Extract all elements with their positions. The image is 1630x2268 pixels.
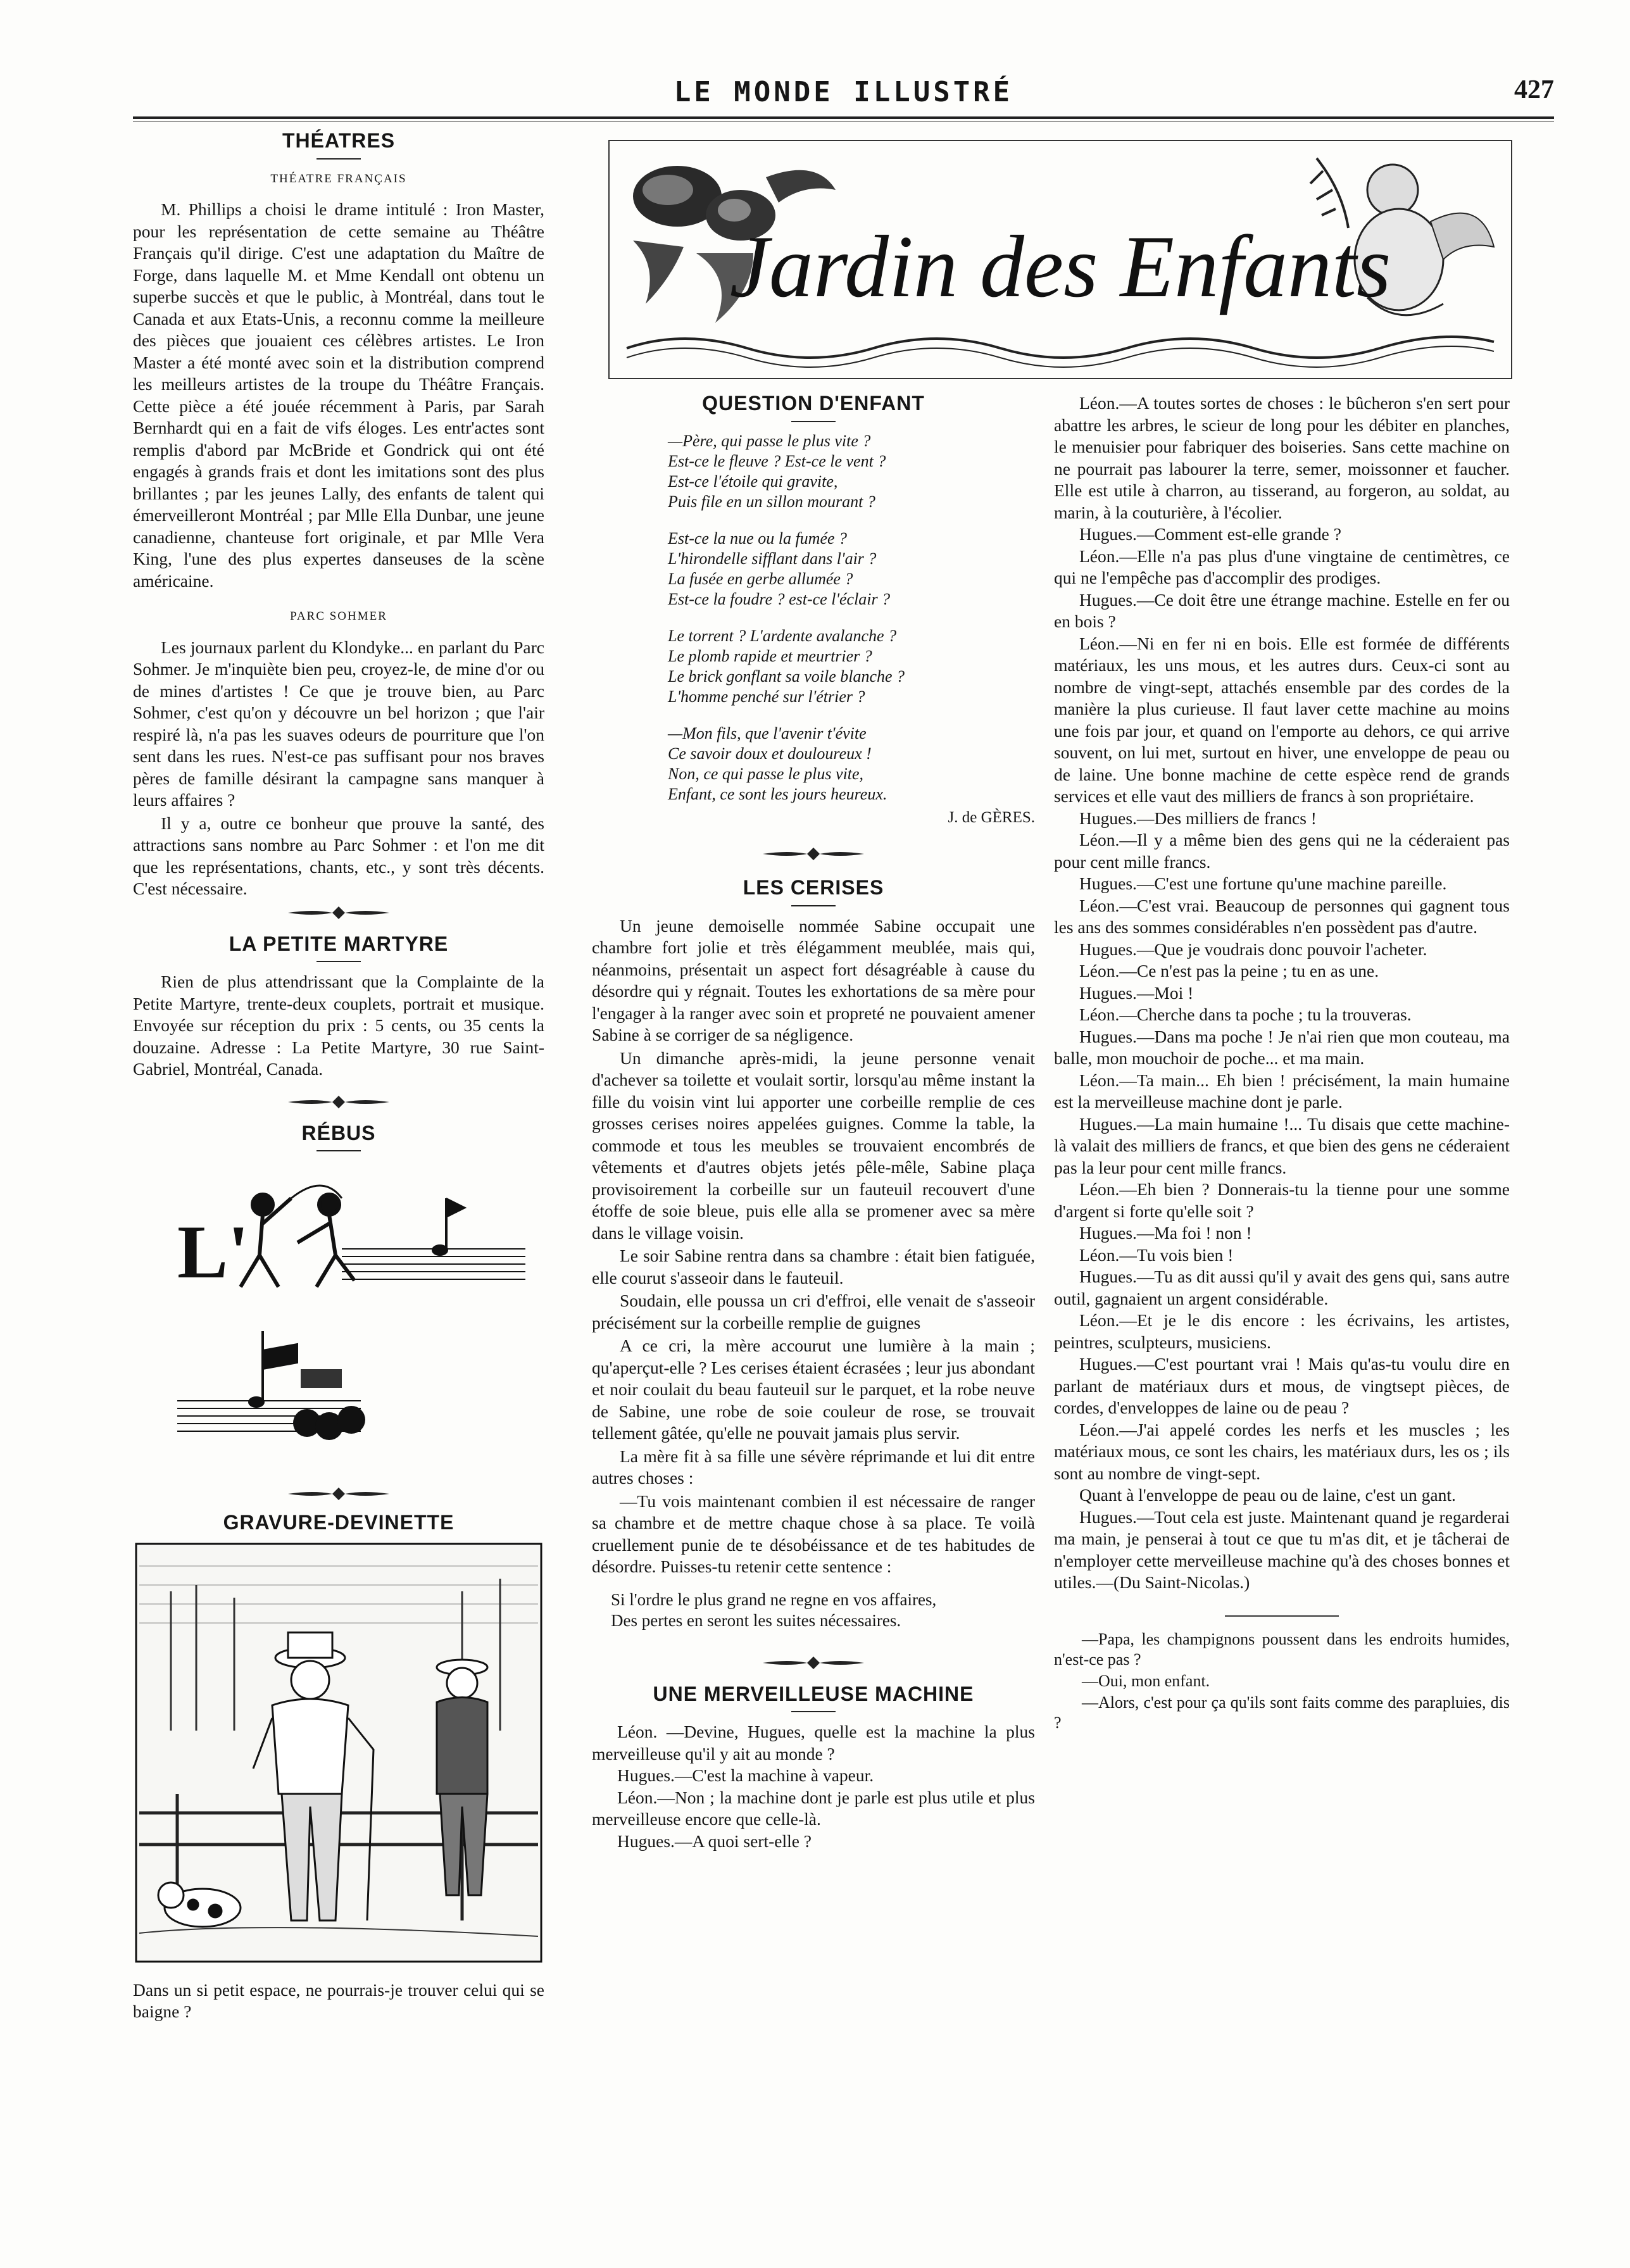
question-heading: QUESTION D'ENFANT [702, 392, 925, 415]
cerises-paragraph: Un dimanche après-midi, la jeune personne venait d'achever sa toilette et voulait sortir, lorsqu'au même instant la fille du voisin vint lui apporter une corbeille remplie de ces grosses cerises noires appelées guignes. Comme la table, la commode et tous les meubles se trouvaient encombrés de vêtements et d'autres objets jetés pêle-mêle, Sabine plaça provisoirement la corbeille sur un fauteuil recouvert d'une étoffe de soie bleue, puis elle alla se promener avec sa mère dans le village voisin. [592, 1048, 1035, 1243]
cerises-heading: LES CERISES [743, 876, 884, 899]
theatres-paragraph: M. Phillips a choisi le drame intitulé : Iron Master, pour les représentation de cette semaine au Théâtre Français qu'il dirige. C'est une adaptation du Maître de Forge, dans laquelle M. et Mme Kendall ont obtenu un superbe succès et que le public, à Montréal, dans tout le Canada et aux Etats-Unis, a reconnu comme la meilleure des pièces que jouaient ces célèbres artistes. Le Iron Master a été monté avec soin et la distribution comprend les meilleurs artistes de la troupe du Théâtre Français. Cette pièce a été jouée récemment à Paris, par Sarah Bernhardt qui en a fait de vifs éloges. Les entr'actes sont remplis d'abord par McBride et Gondrick qui ont été engagés à grands frais et dont les imitations sont des plus brillantes ; par les jeunes Lally, des enfants de talent qui émerveilleront Montréal ; par Mlle Ella Dunbar, une jeune canadienne, chanteuse fort originale, et par Mlle Vera King, l'une des plus expertes danseuses de la scène américaine. [133, 199, 544, 591]
poem-stanza: Le torrent ? L'ardente avalanche ? Le plomb rapide et meurtrier ? Le brick gonflant sa voile blanche ? L'homme penché sur l'étrier ? [668, 626, 905, 706]
fencers-icon [241, 1186, 354, 1287]
cherries-icon [293, 1369, 365, 1440]
section-rule [317, 1150, 361, 1151]
cerises-paragraph: Soudain, elle poussa un cri d'effroi, elle venait de s'asseoir précisément sur la corbeille remplie de guignes [592, 1291, 1035, 1332]
cerises-paragraph: La mère fit à sa fille une sévère réprimande et lui dit entre autres choses : [592, 1446, 1035, 1488]
cerises-paragraph: Un jeune demoiselle nommée Sabine occupait une chambre fort jolie et très élégamment meublée, mais qui, néanmoins, présentait un aspect fort désagréable à cause du désordre qui y régnait. Toutes les exhortations de sa mère pour l'engager à la ranger avec soin et propreté ne pouvaient amener Sabine à se corriger de sa négligence. [592, 915, 1035, 1044]
gravure-heading: GRAVURE-DEVINETTE [223, 1510, 455, 1534]
martyre-paragraph: Rien de plus attendrissant que la Complainte de la Petite Martyre, trente-deux couplets, portrait et musique. Envoyée sur réception du prix : 5 cents, ou 35 cents la douzaine. Adresse : La Petite Martyre, 30 rue Saint-Gabriel, Montréal, Canada. [133, 972, 544, 1079]
page-number: 427 [1514, 75, 1554, 104]
divider-ornament [763, 843, 864, 865]
poem-signature: J. de GÈRES. [948, 808, 1035, 826]
gravure-caption: Dans un si petit espace, ne pourrais-je trouver celui qui se baigne ? [133, 1979, 544, 2021]
masthead [133, 70, 1554, 120]
rebus-illustration [133, 1160, 544, 1477]
cerises-maxim: Si l'ordre le plus grand ne regne en vos affaires, Des pertes en seront les suites nécessaires. [611, 1589, 937, 1630]
section-rule [791, 421, 836, 422]
header-rule [133, 116, 1554, 119]
cerises-paragraph: A ce cri, la mère accourut une lumière à la main ; qu'aperçut-elle ? Les cerises étaient écrasées ; leur jus abondant et noir coulait du beau fauteuil sur le parquet, et la robe neuve de Sabine, une robe de soie couleur de rose, se trouvait tellement gâtée, qu'elle ne pouvait jamais plus servir. [592, 1336, 1035, 1443]
banner-title: Jardin des Enfants [729, 218, 1391, 316]
divider-ornament [288, 901, 389, 924]
joke-dialog: —Papa, les champignons poussent dans les endroits humides, n'est-ce pas ? —Oui, mon enfant. —Alors, c'est pour ça qu'ils sont faits comme des parapluies, dis ? [1054, 1629, 1510, 1732]
poem-stanza: Est-ce la nue ou la fumée ? L'hirondelle sifflant dans l'air ? La fusée en gerbe allumée ? Est-ce la foudre ? est-ce l'éclair ? [668, 529, 891, 608]
machine-dialog-start: Léon. —Devine, Hugues, quelle est la machine la plus merveilleuse qu'il y ait au monde ? Hugues.—C'est la machine à vapeur. Léon.—Non ; la machine dont je parle est plus utile et plus merveilleuse encore que celle-là. Hugues.—A quoi sert-elle ? [592, 1722, 1035, 1851]
section-rule [791, 1711, 836, 1712]
rebus-letter: L' [177, 1210, 249, 1294]
parc-sohmer-subheading: PARC SOHMER [290, 610, 387, 623]
jardin-banner [608, 139, 1513, 380]
sohmer-paragraph: Les journaux parlent du Klondyke... en parlant du Parc Sohmer. Je m'inquiète bien peu, croyez-le, de mine d'or ou de mines d'artistes ! Ce que je trouve bien, au Parc Sohmer, c'est qu'on y découvre un bel horizon ; que l'air respiré là, n'a pas les suaves odeurs de pourriture que l'on sent dans les rues. N'est-ce pas suffisant pour nos braves pères de famille désirant la campagne sans manquer à leurs affaires ? [133, 637, 544, 810]
engraving-illustration [133, 1541, 544, 1965]
divider-ornament [288, 1482, 389, 1505]
theatre-francais-subheading: THÉATRE FRANÇAIS [270, 172, 407, 185]
martyre-heading: LA PETITE MARTYRE [229, 932, 449, 955]
section-rule [317, 961, 361, 962]
sohmer-paragraph: Il y a, outre ce bonheur que prouve la santé, des attractions sans nombre au Parc Sohmer : et l'on me dit que les représentations, chants, etc., y sont très décents. C'est nécessaire. [133, 813, 544, 898]
poem-stanza: —Mon fils, que l'avenir t'évite Ce savoir doux et douloureux ! Non, ce qui passe le plus vite, Enfant, ce sont les jours heureux. [668, 724, 887, 803]
column-left [133, 130, 544, 2024]
section-rule [791, 905, 836, 906]
cerises-paragraph: —Tu vois maintenant combien il est nécessaire de ranger sa chambre et de mettre chaque chose à sa place. Te voilà cruellement punie de te désobéissance et de tes habitudes de désordre. Puisses-tu retenir cette sentence : [592, 1491, 1035, 1576]
cerises-paragraph: Le soir Sabine rentra dans sa chambre : était bien fatiguée, elle courut s'asseoir dans le fauteuil. [592, 1246, 1035, 1287]
machine-dialog-continued: Léon.—A toutes sortes de choses : le bûcheron s'en sert pour abattre les arbres, le scieur de long pour les débiter en planches, le menuisier pour fabriquer des boiseries. Sans cette machine on ne pourrait pas labourer la terre, semer, moissonner et faucher. Elle est utile à charron, au tisserand, au forgeron, au soldat, au marin, à la couturière, à l'écolier. Hugues.—Comment est-elle grande ? Léon.—Elle n'a pas plus d'une vingtaine de centimètres, ce qui ne l'empêche pas d'accomplir des prodiges. Hugues.—Ce doit être une étrange machine. Estelle en fer ou en bois ? Léon.—Ni en fer ni en bois. Elle est formée de différents matériaux, les uns mous, et les autres durs. Ceux-ci sont au nombre de vingt-sept, attachés ensemble par des cordes de la manière la plus curieuse. Il faut laver cette machine au moins une fois par jour, et quand on l'emporte au dehors, ce qui arrive souvent, on lui met, surtout en hiver, une enveloppe de peau ou de laine. Une bonne machine de cette espèce rend de grands services et elle vaut des milliers de francs à son propriétaire. Hugues.—Des milliers de francs ! Léon.—Il y a même bien des gens qui ne la céderaient pas pour cent mille francs. Hugues.—C'est une fortune qu'une machine pareille. Léon.—C'est vrai. Beaucoup de personnes qui gagnent tous les ans des sommes considérables n'en possèdent pas d'autre. Hugues.—Que je voudrais donc pouvoir l'acheter. Léon.—Ce n'est pas la peine ; tu en as une. Hugues.—Moi ! Léon.—Cherche dans ta poche ; tu la trouveras. Hugues.—Dans ma poche ! Je n'ai rien que mon couteau, ma balle, mon mouchoir de poche... et ma main. Léon.—Ta main... Eh bien ! précisément, la main humaine est la merveilleuse machine dont je parle. Hugues.—La main humaine !... Tu disais que cette machine-là valait des milliers de francs, et que bien des gens ne céderaient pas la leur pour cent mille francs. Léon.—Eh bien ? Donnerais-tu la tienne pour une somme d'argent si forte qu'elle soit ? Hugues.—Ma foi ! non ! Léon.—Tu vois bien ! Hugues.—Tu as dit aussi qu'il y avait des gens qui, sans autre outil, gagnaient un argent considérable. Léon.—Et je le dis encore : les écrivains, les artistes, peintres, sculpteurs, musiciens. Hugues.—C'est pourtant vrai ! Mais qu'as-tu voulu dire en parlant de matériaux durs et mous, de vingtsept pièces, de cordes, d'enveloppes de laine ou de peau ? Léon.—J'ai appelé cordes les nerfs et les muscles ; les matériaux mous, ce sont les chairs, les matériaux durs, les os ; ils sont au nombre de vingt-sept. Quant à l'enveloppe de peau ou de laine, c'est un gant. Hugues.—Tout cela est juste. Maintenant quand je regarderai ma main, je penserai à tout ce que tu m'as dit, et je tâcherai de n'employer cette merveilleuse machine qu'à des choses bonnes et utiles.—(Du Saint-Nicolas.) [1054, 393, 1510, 1592]
poem-stanza: —Père, qui passe le plus vite ? Est-ce le fleuve ? Est-ce le vent ? Est-ce l'étoile qui gravite, Puis file en un sillon mourant ? [668, 431, 886, 511]
section-rule [317, 158, 361, 160]
rebus-heading: RÉBUS [301, 1121, 376, 1144]
machine-heading: UNE MERVEILLEUSE MACHINE [653, 1682, 974, 1705]
music-staff-icon [342, 1198, 525, 1279]
publication-title: LE MONDE ILLUSTRÉ [674, 76, 1013, 108]
divider-ornament [288, 1091, 389, 1113]
column-middle [592, 392, 1035, 1852]
divider-ornament [763, 1651, 864, 1674]
column-right [1054, 392, 1510, 1734]
theatres-heading: THÉATRES [282, 129, 396, 152]
